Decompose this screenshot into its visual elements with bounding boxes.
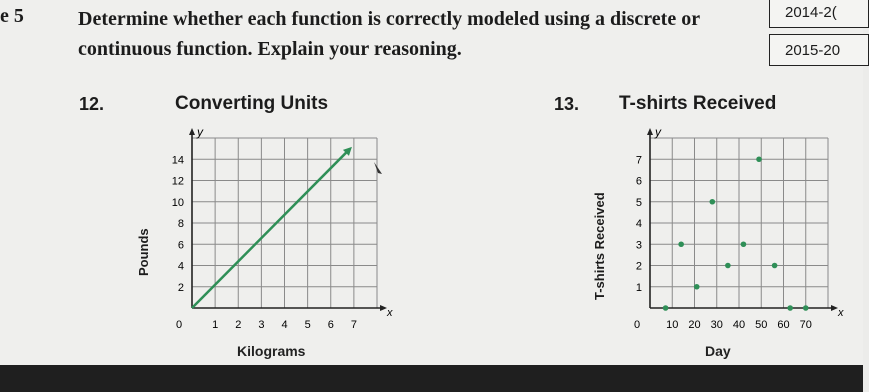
- x-axis-variable: x: [387, 307, 393, 319]
- origin-label: 0: [176, 319, 183, 331]
- y-tick-label: 12: [171, 175, 184, 188]
- pointer-mark: [372, 160, 386, 178]
- origin-label: 0: [634, 319, 641, 331]
- data-point: [678, 241, 684, 247]
- x-tick-label: 40: [732, 319, 746, 331]
- problem-12-x-axis-title: Kilograms: [237, 343, 306, 359]
- y-tick-label: 14: [171, 154, 184, 167]
- problem-13-y-axis-title: T-shirts Received: [592, 192, 607, 300]
- x-tick-label: 70: [799, 319, 812, 331]
- lesson-number: e 5: [0, 5, 24, 27]
- y-axis-variable: y: [197, 125, 203, 139]
- problem-12-number: 12.: [79, 94, 105, 114]
- y-tick-label: 2: [635, 260, 642, 273]
- y-tick-label: 6: [635, 175, 642, 188]
- problem-13-title: T-shirts Received: [619, 93, 777, 114]
- x-tick-label: 6: [327, 319, 334, 331]
- t-shirts-received-chart: [610, 125, 844, 338]
- bottom-bar: [0, 365, 863, 392]
- data-point: [725, 263, 731, 269]
- x-axis-variable: x: [838, 307, 844, 319]
- side-year-box-2: 2015-20: [769, 34, 869, 66]
- side-year-box-1: 2014-2(: [769, 0, 869, 28]
- x-tick-label: 30: [710, 319, 723, 331]
- x-tick-label: 2: [235, 319, 242, 331]
- x-tick-label: 5: [304, 319, 311, 331]
- y-tick-label: 4: [177, 260, 184, 273]
- data-point: [787, 305, 793, 311]
- x-tick-label: 4: [281, 319, 288, 331]
- y-axis-variable: y: [655, 125, 661, 139]
- data-point: [663, 305, 669, 311]
- y-tick-label: 6: [177, 239, 184, 252]
- y-axis-arrow: [647, 128, 653, 135]
- y-tick-label: 4: [635, 218, 642, 230]
- instructions-text: Determine whether each function is correctly modeled using a discrete or continuous function. Explain your reasoning.: [78, 8, 700, 60]
- data-point: [772, 263, 778, 269]
- x-tick-label: 20: [688, 319, 701, 331]
- y-tick-label: 1: [635, 281, 642, 294]
- y-tick-label: 10: [171, 196, 184, 209]
- data-point: [803, 305, 809, 311]
- x-tick-label: 10: [666, 319, 679, 331]
- y-tick-label: 3: [635, 239, 642, 252]
- y-tick-label: 2: [177, 281, 184, 294]
- x-tick-label: 3: [258, 319, 265, 331]
- converting-units-chart: [140, 125, 393, 338]
- x-tick-label: 7: [350, 319, 357, 331]
- problem-13-x-axis-title: Day: [705, 343, 731, 359]
- x-tick-label: 1: [212, 319, 219, 331]
- x-axis-arrow: [380, 305, 387, 311]
- data-point: [756, 156, 762, 162]
- problem-13-number: 13.: [554, 94, 580, 114]
- problem-12-y-axis-title: Pounds: [136, 228, 151, 276]
- y-tick-label: 7: [635, 154, 642, 167]
- x-tick-label: 60: [777, 319, 790, 331]
- x-tick-label: 50: [755, 319, 768, 331]
- x-axis-arrow: [831, 305, 838, 311]
- problem-12-title: Converting Units: [175, 93, 329, 114]
- data-point: [741, 241, 747, 247]
- data-point: [694, 284, 700, 290]
- y-tick-label: 5: [635, 196, 642, 209]
- data-point: [710, 199, 716, 205]
- y-axis-arrow: [189, 128, 195, 135]
- y-tick-label: 8: [177, 218, 184, 230]
